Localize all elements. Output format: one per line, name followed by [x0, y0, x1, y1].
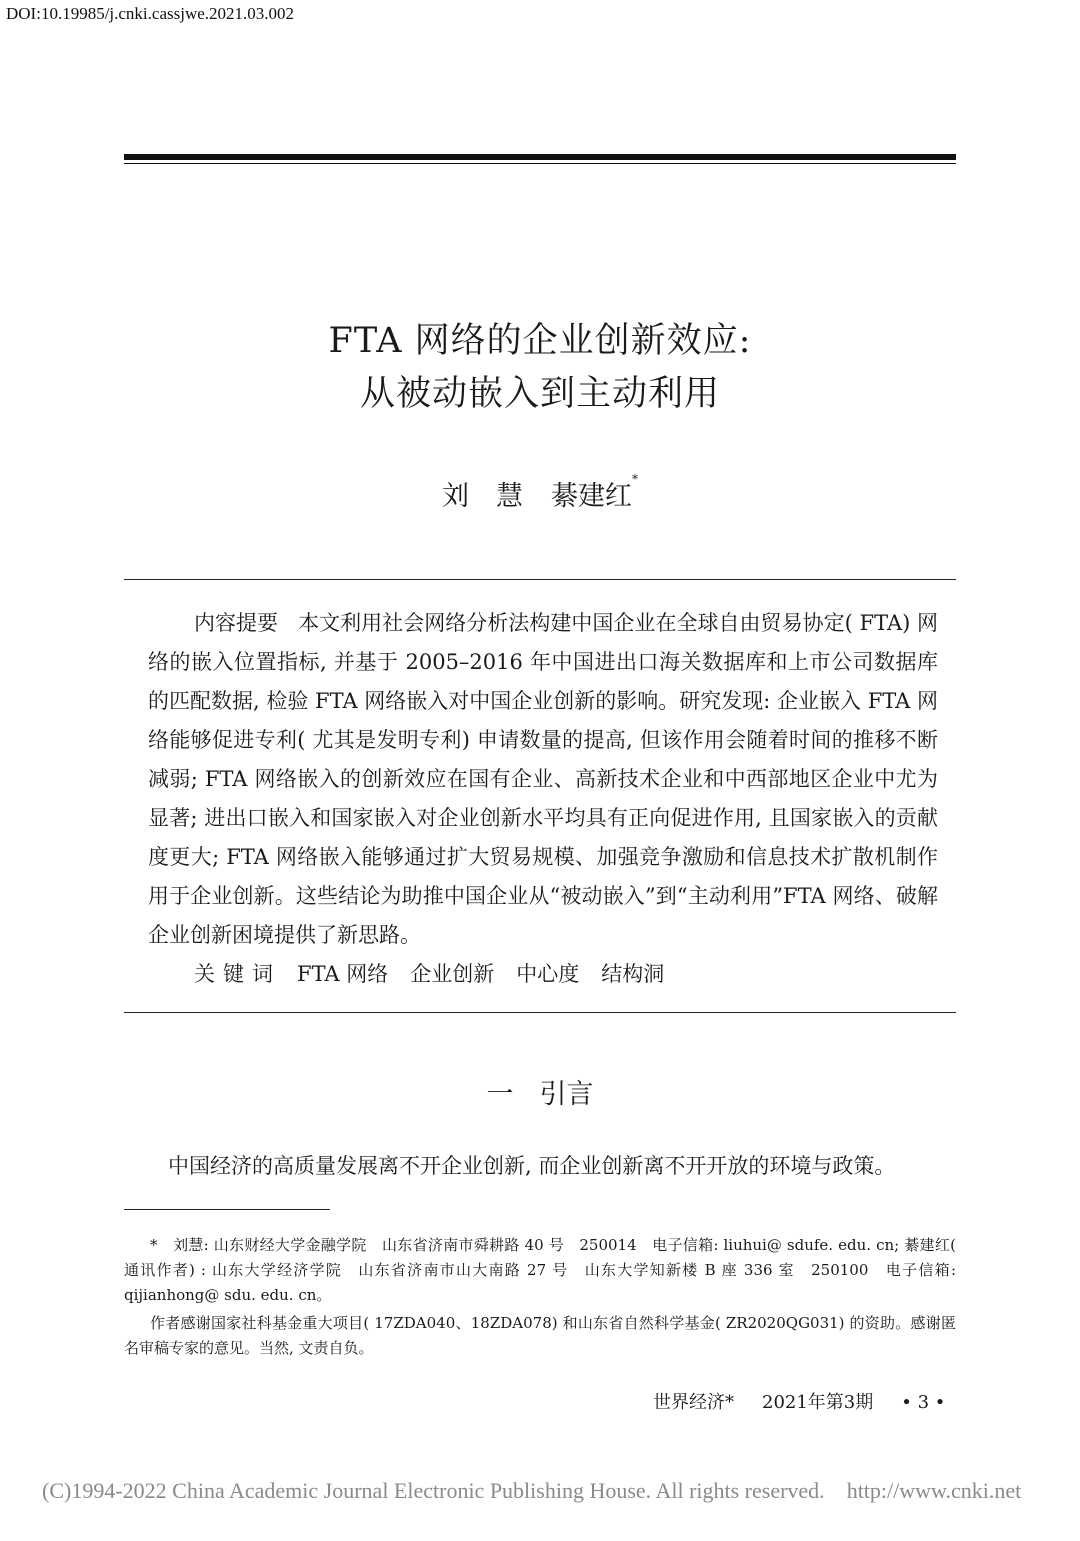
body-paragraph: 中国经济的高质量发展离不开企业创新, 而企业创新离不开开放的环境与政策。 [168, 1154, 896, 1178]
keywords-label: 关键词 [194, 962, 281, 986]
issue-label: 2021年第3期 [762, 1392, 874, 1413]
keywords [194, 958, 686, 988]
copyright-notice [42, 1478, 1021, 1504]
article-title-line1: FTA 网络的企业创新效应: [328, 321, 752, 361]
keyword-item: 企业创新 [410, 962, 495, 986]
keyword-item: 中心度 [516, 962, 580, 986]
article-title-line2: 从被动嵌入到主动利用 [359, 374, 720, 414]
section-title: 引言 [539, 1079, 594, 1110]
author-name: 刘 慧 [442, 481, 523, 512]
author-footnote-mark: * [632, 472, 638, 486]
keyword-item: 结构洞 [601, 962, 665, 986]
footnote-rule [124, 1209, 330, 1210]
cnki-link[interactable]: http://www.cnki.net [846, 1478, 1022, 1503]
acknowledgement-footnote: 作者感谢国家社科基金重大项目( 17ZDA040、18ZDA078) 和山东省自然科学基金( ZR2020QG031) 的资助。感谢匿名审稿专家的意见。当然, 文责自负。 [124, 1314, 956, 1357]
doi-identifier: DOI:10.19985/j.cnki.cassjwe.2021.03.002 [6, 4, 295, 23]
abstract-label: 内容提要 [194, 611, 279, 635]
abstract-top-rule [124, 579, 956, 580]
abstract-text: 本文利用社会网络分析法构建中国企业在全球自由贸易协定( FTA) 网络的嵌入位置指标, 并基于 2005–2016 年中国进出口海关数据库和上市公司数据库的匹配数据, 检验 FTA 网络嵌入对中国企业创新的影响。研究发现: 企业嵌入 FTA 网络能够促进专利( 尤其是发明专利) 申请数量的提高, 但该作用会随着时间的推移不断减弱; FTA 网络嵌入的创新效应在国有企业、高新技术企业和中西部地区企业中尤为显著; 进出口嵌入和国家嵌入对企业创新水平均具有正向促进作用, 且国家嵌入的贡献度更大; FTA 网络嵌入能够通过扩大贸易规模、加强竞争激励和信息技术扩散机制作用于企业创新。这些结论为助推中国企业从“被动嵌入”到“主动利用”FTA 网络、破解企业创新困境提供了新思路。 [148, 611, 938, 947]
copyright-text: (C)1994-2022 China Academic Journal Electronic Publishing House. All rights reserved. [42, 1478, 825, 1503]
footnotes [124, 1233, 956, 1361]
author-name: 綦建红 [551, 481, 632, 512]
abstract-bottom-rule [124, 1012, 956, 1013]
keyword-item: FTA 网络 [297, 962, 389, 986]
header-rule-thin [124, 163, 956, 164]
author-list [0, 474, 1080, 513]
section-number: 一 [486, 1079, 514, 1110]
author-footnote: * 刘慧: 山东财经大学金融学院 山东省济南市舜耕路 40 号 250014 电子信箱: liuhui@ sdufe. edu. cn; 綦建红( 通讯作者) : 山东大学经济学院 山东省济南市山大南路 27 号 山东大学知新楼 B 座 336 室 250100 电子信箱: qijianhong@ sdu. edu. cn。 [124, 1236, 956, 1304]
journal-name: 世界经济* [653, 1392, 734, 1413]
section-heading [0, 1072, 1080, 1111]
abstract [148, 604, 938, 955]
page-number: • 3 • [901, 1392, 946, 1413]
header-rule-thick [124, 154, 956, 160]
page-footer [653, 1388, 973, 1414]
